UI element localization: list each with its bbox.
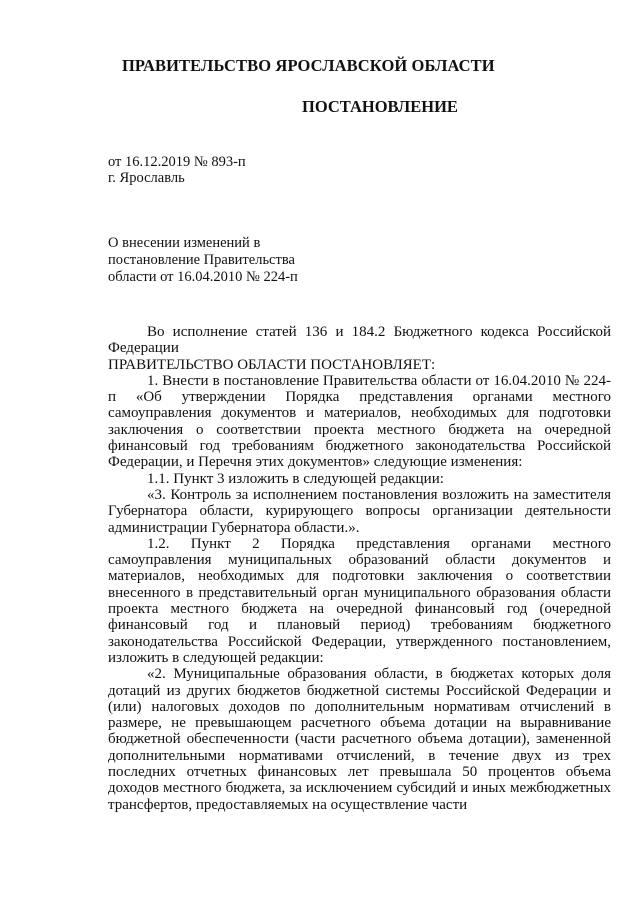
preamble-paragraph: Во исполнение статей 136 и 184.2 Бюджетного кодекса Российской Федерации [108, 324, 611, 357]
clause-1-paragraph: 1. Внести в постановление Правительства области от 16.04.2010 № 224-п «Об утверждении Порядка представления органами местного самоуправления документов и материалов, необходимых для подготовки заключения о соответствии проекта местного бюджета на очередной финансовый год требованиям бюджетного законодательства Российской Федерации, и Перечня этих документов» следующие изменения: [108, 372, 611, 471]
resolves-heading: ПРАВИТЕЛЬСТВО ОБЛАСТИ ПОСТАНОВЛЯЕТ: [108, 356, 436, 373]
subject-line-1: О внесении изменений в [108, 235, 261, 251]
document-meta [108, 154, 246, 186]
date-number-line: от 16.12.2019 № 893-п [108, 154, 246, 170]
clause-1-1-paragraph: 1.1. Пункт 3 изложить в следующей редакции: [147, 470, 444, 487]
document-body [108, 324, 611, 813]
organization-title: ПРАВИТЕЛЬСТВО ЯРОСЛАВСКОЙ ОБЛАСТИ [122, 56, 495, 75]
document-subject [108, 235, 338, 286]
subject-line-3: области от 16.04.2010 № 224-п [108, 269, 298, 285]
subject-line-2: постановление Правительства [108, 252, 295, 268]
clause-2-quote-paragraph: «2. Муниципальные образования области, в бюджетах которых доля дотаций из других бюджетов бюджетной системы Российской Федерации и (или) налоговых доходов по дополнительным нормативам отчислений в размере, не превышающем расчетного объема дотации на выравнивание бюджетной обеспеченности (части расчетного объема дотации), замененной дополнительными нормативами отчислений, в течение двух из трех последних отчетных финансовых лет превышала 50 процентов объема доходов местного бюджета, за исключением субсидий и иных межбюджетных трансфертов, предоставляемых на осуществление части [108, 666, 611, 813]
clause-3-quote-paragraph: «3. Контроль за исполнением постановления возложить на заместителя Губернатора области, курирующего вопросы организации деятельности администрации Губернатора области.». [108, 486, 611, 536]
document-type-title: ПОСТАНОВЛЕНИЕ [302, 97, 458, 116]
city-line: г. Ярославль [108, 170, 185, 186]
clause-1-2-paragraph: 1.2. Пункт 2 Порядка представления органами местного самоуправления муниципальных образований области документов и материалов, необходимых для подготовки заключения о соответствии внесенного в представительный орган муниципального образования области проекта местного бюджета на очередной финансовый год (очередной финансовый год и плановый период) требованиям бюджетного законодательства Российской Федерации, утвержденного постановлением, изложить в следующей редакции: [108, 535, 611, 666]
